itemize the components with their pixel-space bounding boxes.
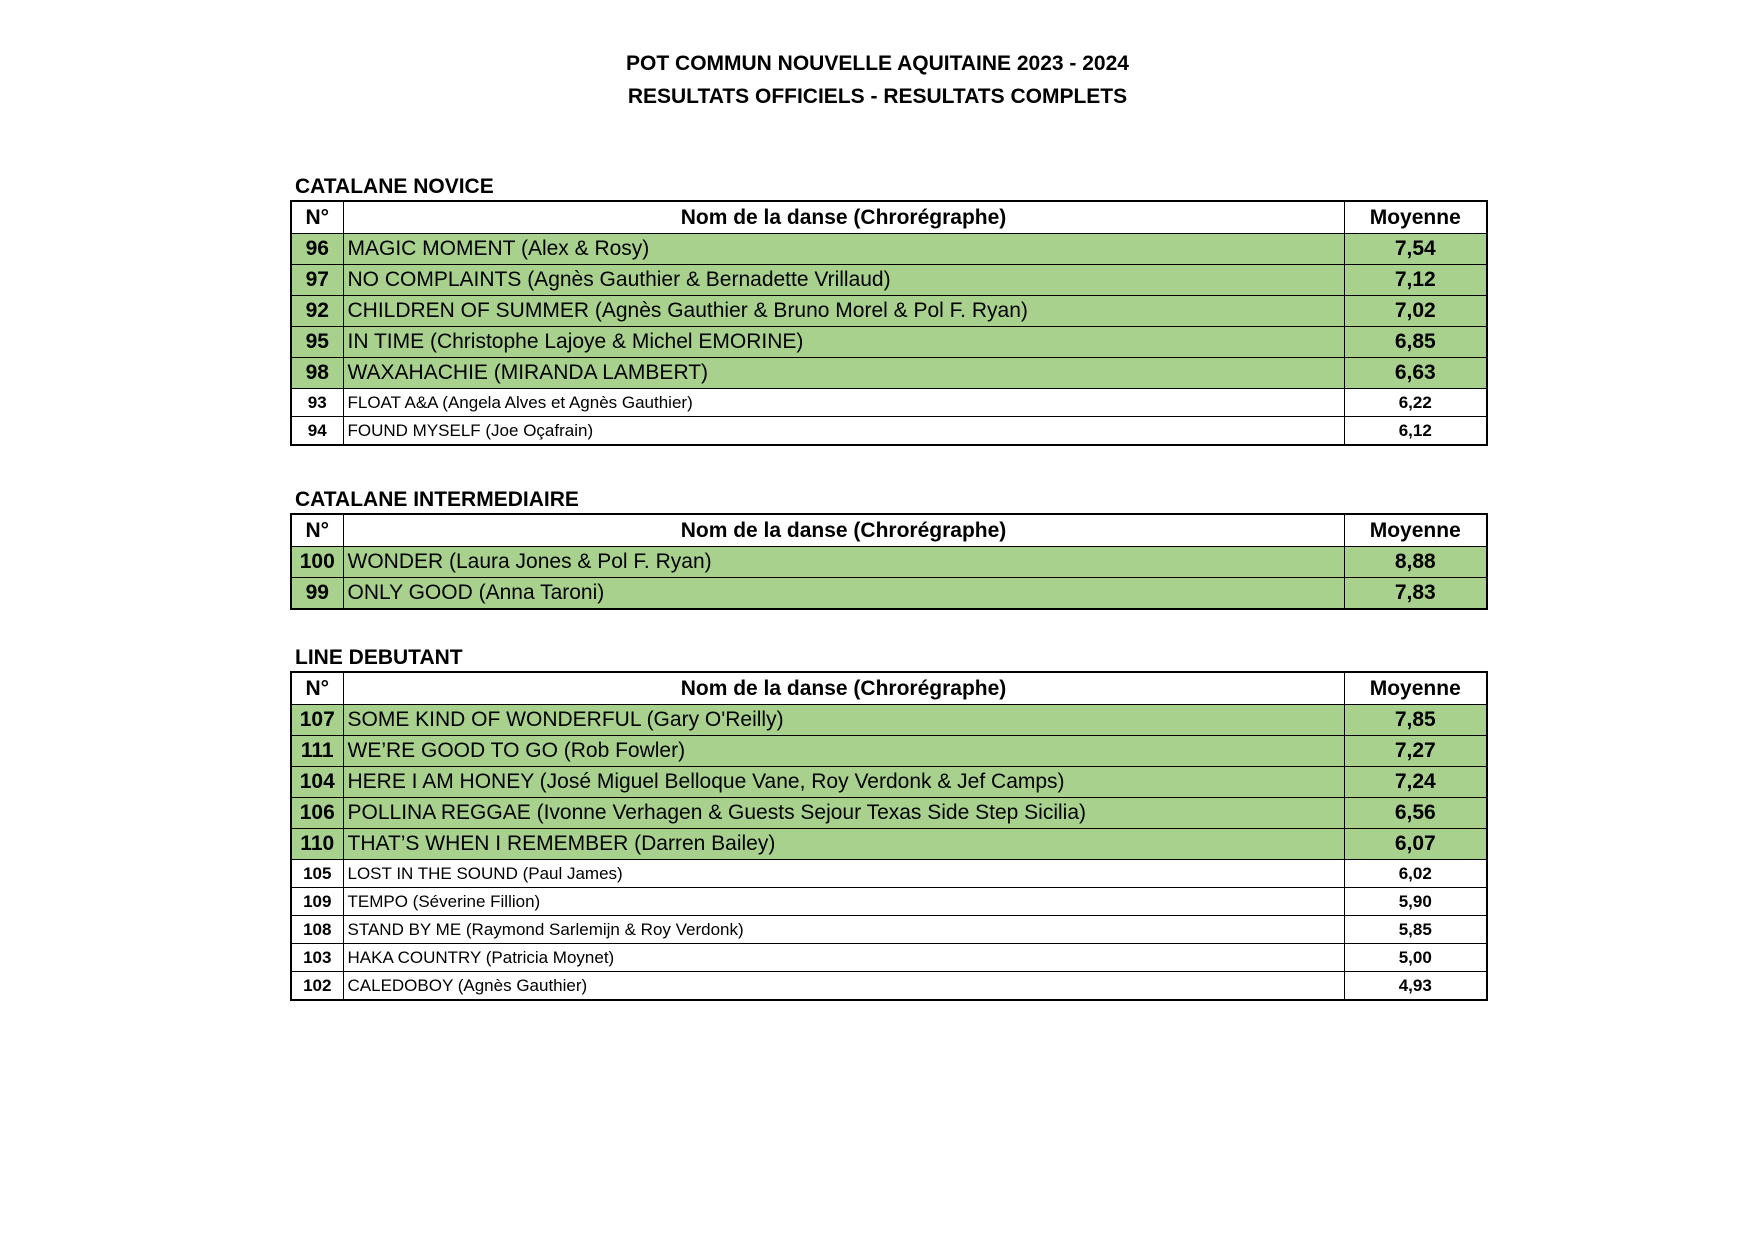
section-title: LINE DEBUTANT [295, 646, 463, 669]
dance-average: 4,93 [1344, 972, 1487, 1001]
dance-name: ONLY GOOD (Anna Taroni) [343, 578, 1344, 610]
header-average: Moyenne [1344, 201, 1487, 234]
dance-number: 93 [291, 389, 343, 417]
dance-name: HERE I AM HONEY (José Miguel Belloque Vane, Roy Verdonk & Jef Camps) [343, 767, 1344, 798]
table-row [291, 798, 1487, 829]
dance-name: POLLINA REGGAE (Ivonne Verhagen & Guests Sejour Texas Side Step Sicilia) [343, 798, 1344, 829]
dance-number: 111 [291, 736, 343, 767]
section-title: CATALANE NOVICE [295, 175, 494, 198]
dance-average: 7,54 [1344, 234, 1487, 265]
table-row [291, 705, 1487, 736]
results-section [290, 487, 1486, 610]
header-dance-name: Nom de la danse (Chrorégraphe) [343, 201, 1344, 234]
dance-name: WE’RE GOOD TO GO (Rob Fowler) [343, 736, 1344, 767]
results-table [290, 513, 1488, 610]
results-table [290, 671, 1488, 1001]
dance-average: 7,12 [1344, 265, 1487, 296]
dance-number: 98 [291, 358, 343, 389]
dance-name: WONDER (Laura Jones & Pol F. Ryan) [343, 547, 1344, 578]
table-row [291, 358, 1487, 389]
table-header-row [291, 201, 1487, 234]
section-title: CATALANE INTERMEDIAIRE [295, 488, 579, 511]
dance-number: 95 [291, 327, 343, 358]
table-row [291, 578, 1487, 610]
dance-average: 6,63 [1344, 358, 1487, 389]
dance-number: 94 [291, 417, 343, 446]
dance-name: CHILDREN OF SUMMER (Agnès Gauthier & Bruno Morel & Pol F. Ryan) [343, 296, 1344, 327]
table-row [291, 327, 1487, 358]
dance-name: TEMPO (Séverine Fillion) [343, 888, 1344, 916]
document-title: POT COMMUN NOUVELLE AQUITAINE 2023 - 2024 [626, 52, 1129, 75]
dance-average: 6,02 [1344, 860, 1487, 888]
header-number: N° [291, 514, 343, 547]
table-row [291, 296, 1487, 327]
dance-number: 107 [291, 705, 343, 736]
dance-number: 108 [291, 916, 343, 944]
table-row [291, 736, 1487, 767]
dance-number: 104 [291, 767, 343, 798]
dance-average: 6,56 [1344, 798, 1487, 829]
dance-number: 99 [291, 578, 343, 610]
table-row [291, 916, 1487, 944]
table-row [291, 860, 1487, 888]
dance-name: FLOAT A&A (Angela Alves et Agnès Gauthier) [343, 389, 1344, 417]
dance-number: 103 [291, 944, 343, 972]
table-row [291, 944, 1487, 972]
dance-name: IN TIME (Christophe Lajoye & Michel EMORINE) [343, 327, 1344, 358]
dance-average: 6,22 [1344, 389, 1487, 417]
dance-average: 7,85 [1344, 705, 1487, 736]
dance-average: 5,90 [1344, 888, 1487, 916]
dance-name: FOUND MYSELF (Joe Oçafrain) [343, 417, 1344, 446]
results-table [290, 200, 1488, 446]
table-row [291, 265, 1487, 296]
dance-average: 5,85 [1344, 916, 1487, 944]
dance-name: LOST IN THE SOUND (Paul James) [343, 860, 1344, 888]
dance-average: 6,12 [1344, 417, 1487, 446]
results-section [290, 645, 1486, 1001]
dance-name: CALEDOBOY (Agnès Gauthier) [343, 972, 1344, 1001]
dance-name: HAKA COUNTRY (Patricia Moynet) [343, 944, 1344, 972]
table-row [291, 767, 1487, 798]
dance-average: 7,24 [1344, 767, 1487, 798]
header-average: Moyenne [1344, 514, 1487, 547]
table-header-row [291, 672, 1487, 705]
dance-number: 102 [291, 972, 343, 1001]
dance-average: 7,02 [1344, 296, 1487, 327]
results-section [290, 174, 1486, 446]
dance-average: 8,88 [1344, 547, 1487, 578]
dance-average: 5,00 [1344, 944, 1487, 972]
dance-name: WAXAHACHIE (MIRANDA LAMBERT) [343, 358, 1344, 389]
dance-number: 110 [291, 829, 343, 860]
dance-number: 97 [291, 265, 343, 296]
dance-number: 100 [291, 547, 343, 578]
dance-average: 6,85 [1344, 327, 1487, 358]
table-row [291, 547, 1487, 578]
dance-name: MAGIC MOMENT (Alex & Rosy) [343, 234, 1344, 265]
dance-name: THAT’S WHEN I REMEMBER (Darren Bailey) [343, 829, 1344, 860]
table-row [291, 972, 1487, 1001]
dance-average: 6,07 [1344, 829, 1487, 860]
dance-average: 7,27 [1344, 736, 1487, 767]
table-row [291, 829, 1487, 860]
table-row [291, 417, 1487, 446]
table-row [291, 888, 1487, 916]
header-number: N° [291, 201, 343, 234]
dance-number: 92 [291, 296, 343, 327]
dance-name: NO COMPLAINTS (Agnès Gauthier & Bernadette Vrillaud) [343, 265, 1344, 296]
header-number: N° [291, 672, 343, 705]
dance-average: 7,83 [1344, 578, 1487, 610]
header-average: Moyenne [1344, 672, 1487, 705]
header-dance-name: Nom de la danse (Chrorégraphe) [343, 514, 1344, 547]
table-row [291, 234, 1487, 265]
dance-number: 96 [291, 234, 343, 265]
header-dance-name: Nom de la danse (Chrorégraphe) [343, 672, 1344, 705]
table-header-row [291, 514, 1487, 547]
dance-number: 105 [291, 860, 343, 888]
document-subtitle: RESULTATS OFFICIELS - RESULTATS COMPLETS [627, 85, 1128, 108]
dance-name: STAND BY ME (Raymond Sarlemijn & Roy Verdonk) [343, 916, 1344, 944]
dance-number: 106 [291, 798, 343, 829]
dance-name: SOME KIND OF WONDERFUL (Gary O'Reilly) [343, 705, 1344, 736]
table-row [291, 389, 1487, 417]
dance-number: 109 [291, 888, 343, 916]
